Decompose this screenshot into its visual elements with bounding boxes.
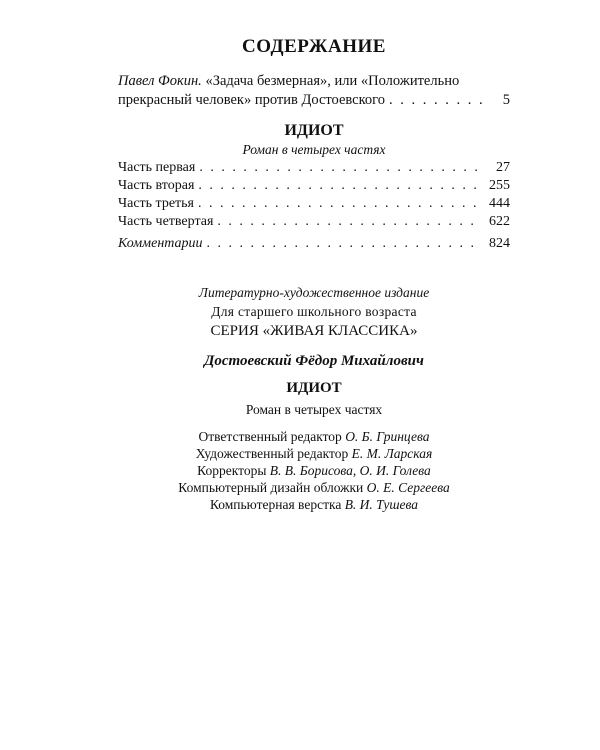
credit-role: Ответственный редактор xyxy=(198,429,342,444)
intro-line-2 xyxy=(118,91,510,110)
toc-row xyxy=(118,178,510,196)
imprint-title: ИДИОТ xyxy=(286,380,342,396)
series-name: СЕРИЯ «ЖИВАЯ КЛАССИКА» xyxy=(210,323,418,339)
credit-name: О. Б. Гринцева xyxy=(345,429,430,444)
toc-page-number: 824 xyxy=(489,236,510,251)
toc-intro-entry xyxy=(118,72,510,110)
toc-page-number: 27 xyxy=(496,160,510,175)
dot-leader xyxy=(217,214,478,230)
toc-page-number: 444 xyxy=(489,196,510,211)
credit-line xyxy=(118,479,510,496)
toc-row xyxy=(118,236,510,254)
author-full-name: Достоевский Фёдор Михайлович xyxy=(204,353,424,369)
credit-role: Художественный редактор xyxy=(195,446,349,461)
toc-row xyxy=(118,196,510,214)
dot-leader xyxy=(207,236,478,252)
intro-author: Павел Фокин. xyxy=(118,73,202,89)
edition-type: Литературно-художественное издание xyxy=(198,285,430,300)
toc-label: Часть вторая xyxy=(118,178,195,193)
credit-line xyxy=(118,496,510,513)
toc-page-number: 622 xyxy=(489,214,510,229)
intro-title-start: «Задача безмерная», или «Положительно xyxy=(201,73,460,89)
toc-label: Комментарии xyxy=(118,236,203,251)
toc-label: Часть первая xyxy=(118,160,196,175)
credit-name: О. Е. Сергеева xyxy=(366,480,450,495)
credit-role: Корректоры xyxy=(197,463,267,478)
toc-page-number: 255 xyxy=(489,178,510,193)
book-title: ИДИОТ xyxy=(284,122,344,139)
credit-role: Компьютерная верстка xyxy=(209,497,342,512)
credit-line xyxy=(118,462,510,479)
toc-label: Часть четвертая xyxy=(118,214,214,229)
toc-row xyxy=(118,160,510,178)
intro-title-end: прекрасный человек» против Достоевского xyxy=(118,92,386,108)
intro-page-number: 5 xyxy=(502,92,510,108)
credit-line xyxy=(118,445,510,462)
imprint-subtitle: Роман в четырех частях xyxy=(245,402,383,417)
credit-line xyxy=(118,428,510,445)
contents-title: СОДЕРЖАНИЕ xyxy=(242,36,386,57)
credits-list xyxy=(118,428,510,513)
credit-name: Е. М. Ларская xyxy=(351,446,433,461)
credit-name: В. И. Тушева xyxy=(344,497,419,512)
toc-label: Часть третья xyxy=(118,196,194,211)
intro-line-1 xyxy=(118,72,510,91)
book-subtitle: Роман в четырех частях xyxy=(242,142,386,157)
toc-list xyxy=(118,160,510,254)
toc-row xyxy=(118,214,510,232)
dot-leader xyxy=(198,178,478,194)
dot-leader xyxy=(389,91,488,110)
credit-name: В. В. Борисова, О. И. Голева xyxy=(269,463,431,478)
dot-leader xyxy=(198,196,478,212)
age-rating: Для старшего школьного возраста xyxy=(211,304,417,319)
dot-leader xyxy=(199,160,478,176)
credit-role: Компьютерный дизайн обложки xyxy=(178,480,364,495)
